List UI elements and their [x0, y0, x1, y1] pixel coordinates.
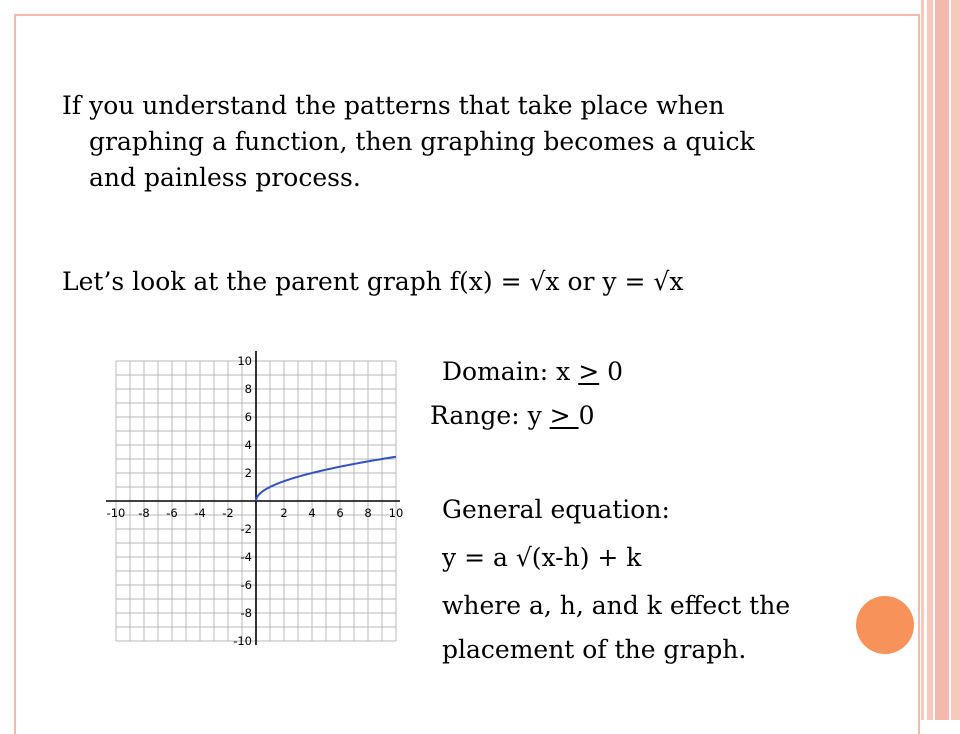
parent-graph-heading: Let’s look at the parent graph f(x) = √x or y = √x [62, 267, 684, 296]
intro-line-2: graphing a function, then graphing becomes a quick [89, 127, 755, 156]
domain-prefix: Domain: x [442, 357, 579, 386]
x-tick-label: -8 [138, 506, 150, 520]
intro-line-1: If you understand the patterns that take place when [62, 91, 725, 120]
decorative-side-stripes [921, 0, 960, 720]
range-prefix: Range: y [430, 401, 550, 430]
y-tick-label: -10 [233, 634, 252, 648]
x-tick-label: 8 [364, 506, 372, 520]
y-tick-label: -6 [240, 578, 252, 592]
x-tick-label: -2 [222, 506, 234, 520]
x-tick-label: -10 [106, 506, 126, 520]
general-equation-heading: General equation: [442, 495, 670, 524]
intro-paragraph [62, 88, 882, 196]
x-tick-label: 2 [280, 506, 288, 520]
decorative-orange-circle [856, 596, 914, 654]
y-tick-label: -8 [240, 606, 252, 620]
sqrt-graph [96, 345, 406, 665]
domain-value: 0 [599, 357, 624, 386]
range-line [430, 398, 594, 434]
x-tick-label: -4 [194, 506, 206, 520]
y-tick-label: 10 [237, 354, 252, 368]
domain-line [442, 354, 623, 390]
x-tick-label: 6 [336, 506, 344, 520]
x-tick-label: 4 [308, 506, 316, 520]
y-tick-label: -4 [240, 550, 252, 564]
range-value: 0 [578, 401, 595, 430]
general-equation: y = a √(x-h) + k [442, 543, 642, 572]
x-tick-label: -6 [166, 506, 178, 520]
general-note-line-2: placement of the graph. [442, 635, 747, 664]
intro-line-3: and painless process. [89, 163, 361, 192]
y-tick-label: 4 [244, 438, 252, 452]
x-tick-label: 10 [388, 506, 404, 520]
y-tick-label: 2 [244, 466, 252, 480]
graph-axes [106, 351, 400, 645]
y-tick-label: -2 [240, 522, 252, 536]
y-tick-label: 6 [244, 410, 252, 424]
range-symbol: > [549, 401, 579, 430]
domain-symbol: > [578, 357, 600, 386]
y-tick-label: 8 [244, 382, 252, 396]
general-note-line-1: where a, h, and k effect the [442, 591, 791, 620]
